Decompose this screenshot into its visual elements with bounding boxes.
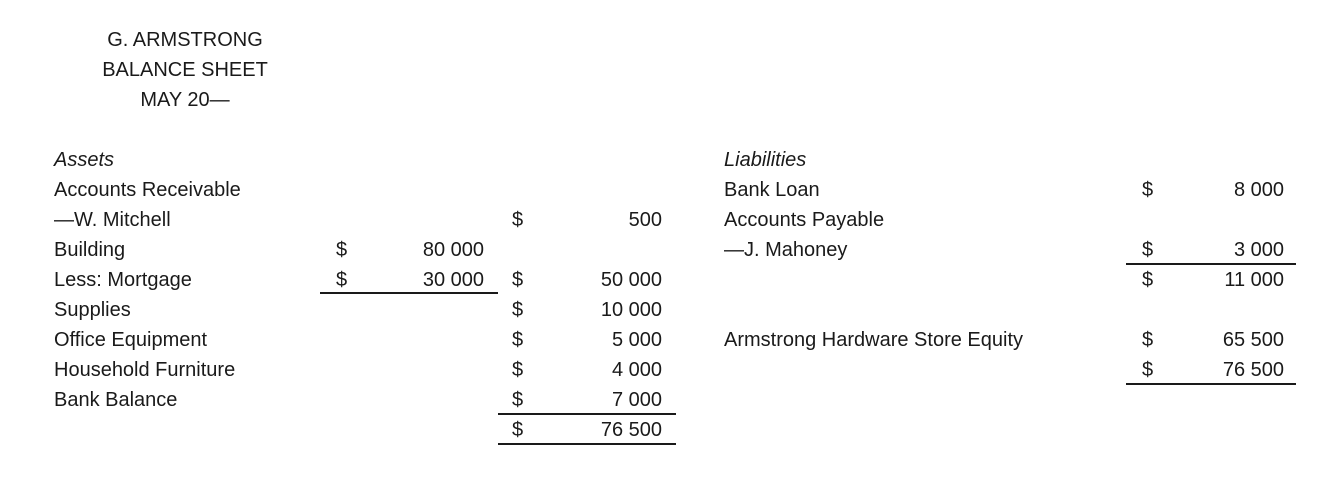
accounts-payable-label: Accounts Payable — [724, 209, 885, 231]
company-name: G. ARMSTRONG — [107, 29, 263, 51]
assets-heading: Assets — [54, 149, 115, 171]
net-building-currency: $ — [512, 269, 524, 291]
assets-total-currency: $ — [512, 419, 524, 441]
less-mortgage-label: Less: Mortgage — [54, 269, 192, 291]
net-building-amount: 50 000 — [600, 269, 662, 291]
equity-label: Armstrong Hardware Store Equity — [724, 329, 1024, 351]
mitchell-currency: $ — [512, 209, 524, 231]
bank-balance-label: Bank Balance — [54, 389, 178, 411]
supplies-label: Supplies — [54, 299, 131, 321]
household-furniture-currency: $ — [512, 359, 524, 381]
equity-currency: $ — [1142, 329, 1154, 351]
bank-loan-amount: 8 000 — [1233, 179, 1284, 201]
building-amount: 80 000 — [422, 239, 484, 261]
statement-date: MAY 20— — [140, 89, 230, 111]
accounts-receivable-label: Accounts Receivable — [54, 179, 241, 201]
mortgage-currency: $ — [336, 269, 348, 291]
mahoney-amount: 3 000 — [1233, 239, 1284, 261]
liabilities-total-currency: $ — [1142, 359, 1154, 381]
assets-total-underline — [498, 443, 676, 445]
office-equipment-currency: $ — [512, 329, 524, 351]
bank-balance-amount: 7 000 — [611, 389, 662, 411]
mahoney-currency: $ — [1142, 239, 1154, 261]
liabilities-heading: Liabilities — [724, 149, 807, 171]
bank-loan-label: Bank Loan — [724, 179, 820, 201]
mitchell-amount: 500 — [628, 209, 662, 231]
supplies-currency: $ — [512, 299, 524, 321]
supplies-amount: 10 000 — [600, 299, 662, 321]
mortgage-amount: 30 000 — [422, 269, 484, 291]
building-label: Building — [54, 239, 126, 261]
household-furniture-label: Household Furniture — [54, 359, 236, 381]
liabilities-total-underline — [1126, 383, 1296, 385]
bank-balance-currency: $ — [512, 389, 524, 411]
household-furniture-amount: 4 000 — [611, 359, 662, 381]
liabilities-subtotal-amount: 11 000 — [1224, 269, 1284, 291]
assets-total-overline — [498, 413, 676, 415]
statement-title: BALANCE SHEET — [102, 59, 268, 81]
liabilities-total-amount: 76 500 — [1222, 359, 1284, 381]
liabilities-subtotal-overline — [1126, 263, 1296, 265]
mahoney-label: —J. Mahoney — [724, 239, 848, 261]
mortgage-underline — [320, 292, 498, 294]
building-currency: $ — [336, 239, 348, 261]
office-equipment-amount: 5 000 — [611, 329, 662, 351]
mitchell-label: —W. Mitchell — [54, 209, 171, 231]
office-equipment-label: Office Equipment — [54, 329, 208, 351]
assets-total-amount: 76 500 — [600, 419, 662, 441]
liabilities-subtotal-currency: $ — [1142, 269, 1154, 291]
equity-amount: 65 500 — [1222, 329, 1284, 351]
bank-loan-currency: $ — [1142, 179, 1154, 201]
